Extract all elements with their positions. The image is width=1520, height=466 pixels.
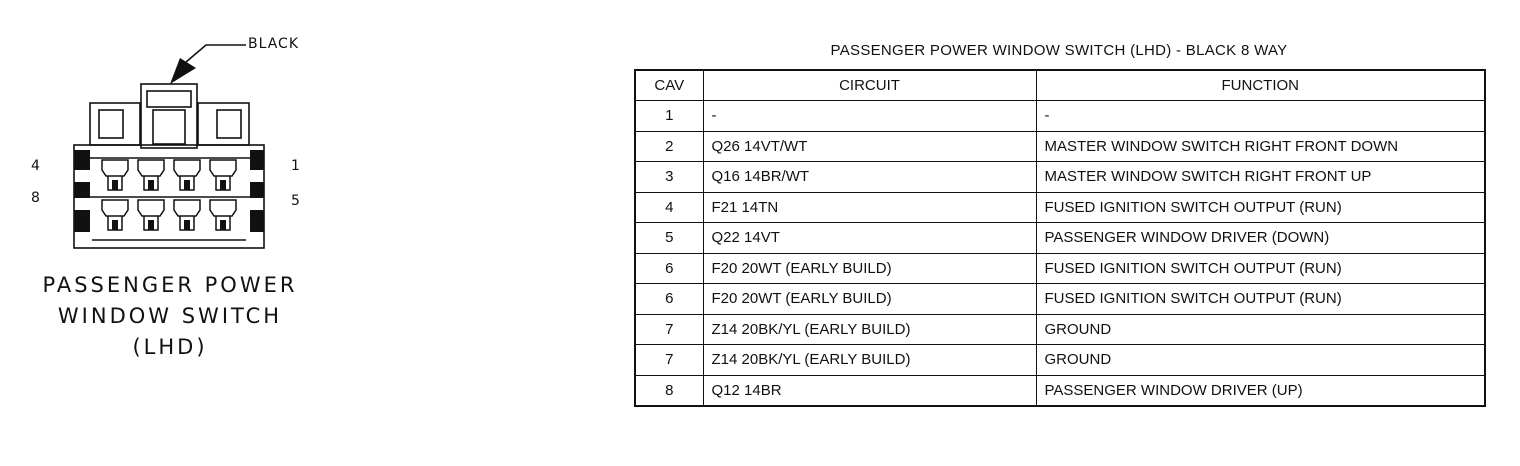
pin-label-1: 1 [291,158,300,174]
connector-diagram [0,0,620,466]
table-row [635,162,1485,193]
cav-cell: 4 [635,192,703,223]
circuit-cell: Z14 20BK/YL (EARLY BUILD) [703,345,1036,376]
cavity-table [634,69,1486,407]
cav-cell: 1 [635,101,703,132]
caption-line: PASSENGER POWER [42,273,298,297]
cav-cell: 7 [635,345,703,376]
cav-cell: 3 [635,162,703,193]
cav-cell: 8 [635,375,703,406]
circuit-cell: F20 20WT (EARLY BUILD) [703,284,1036,315]
function-cell: PASSENGER WINDOW DRIVER (UP) [1036,375,1485,406]
circuit-cell: - [703,101,1036,132]
circuit-cell: Q12 14BR [703,375,1036,406]
header-function: FUNCTION [1036,70,1485,101]
circuit-cell: F21 14TN [703,192,1036,223]
table-title: PASSENGER POWER WINDOW SWITCH (LHD) - BLACK 8 WAY [830,42,1288,59]
header-cav: CAV [635,70,703,101]
cav-cell: 6 [635,253,703,284]
connector-caption [20,270,320,363]
table-row [635,284,1485,315]
function-cell: MASTER WINDOW SWITCH RIGHT FRONT DOWN [1036,131,1485,162]
terminal-contacts-bottom [112,220,226,230]
callout-arrow-icon [170,58,196,84]
table-header-row [635,70,1485,101]
function-cell: FUSED IGNITION SWITCH OUTPUT (RUN) [1036,192,1485,223]
function-cell: FUSED IGNITION SWITCH OUTPUT (RUN) [1036,253,1485,284]
table-row [635,375,1485,406]
terminal-cavities-bottom [102,200,236,230]
function-cell: MASTER WINDOW SWITCH RIGHT FRONT UP [1036,162,1485,193]
table-row [635,131,1485,162]
cav-cell: 6 [635,284,703,315]
callout-label-black: BLACK [248,36,300,52]
header-circuit: CIRCUIT [703,70,1036,101]
circuit-cell: F20 20WT (EARLY BUILD) [703,253,1036,284]
circuit-cell: Z14 20BK/YL (EARLY BUILD) [703,314,1036,345]
circuit-cell: Q16 14BR/WT [703,162,1036,193]
table-row [635,345,1485,376]
terminal-cavities-top [102,160,236,190]
table-row [635,192,1485,223]
pin-label-8: 8 [31,190,40,206]
function-cell: FUSED IGNITION SWITCH OUTPUT (RUN) [1036,284,1485,315]
callout-leader [186,45,246,62]
pin-label-4: 4 [31,158,40,174]
table-row [635,253,1485,284]
function-cell: - [1036,101,1485,132]
function-cell: PASSENGER WINDOW DRIVER (DOWN) [1036,223,1485,254]
table-row [635,101,1485,132]
cav-cell: 7 [635,314,703,345]
pin-label-5: 5 [291,193,300,209]
caption-line: WINDOW SWITCH [57,304,283,328]
function-cell: GROUND [1036,314,1485,345]
circuit-cell: Q26 14VT/WT [703,131,1036,162]
terminal-contacts-top [112,180,226,190]
function-cell: GROUND [1036,345,1485,376]
caption-line: (LHD) [132,335,208,359]
table-row [635,314,1485,345]
cav-cell: 5 [635,223,703,254]
circuit-cell: Q22 14VT [703,223,1036,254]
cav-cell: 2 [635,131,703,162]
table-row [635,223,1485,254]
